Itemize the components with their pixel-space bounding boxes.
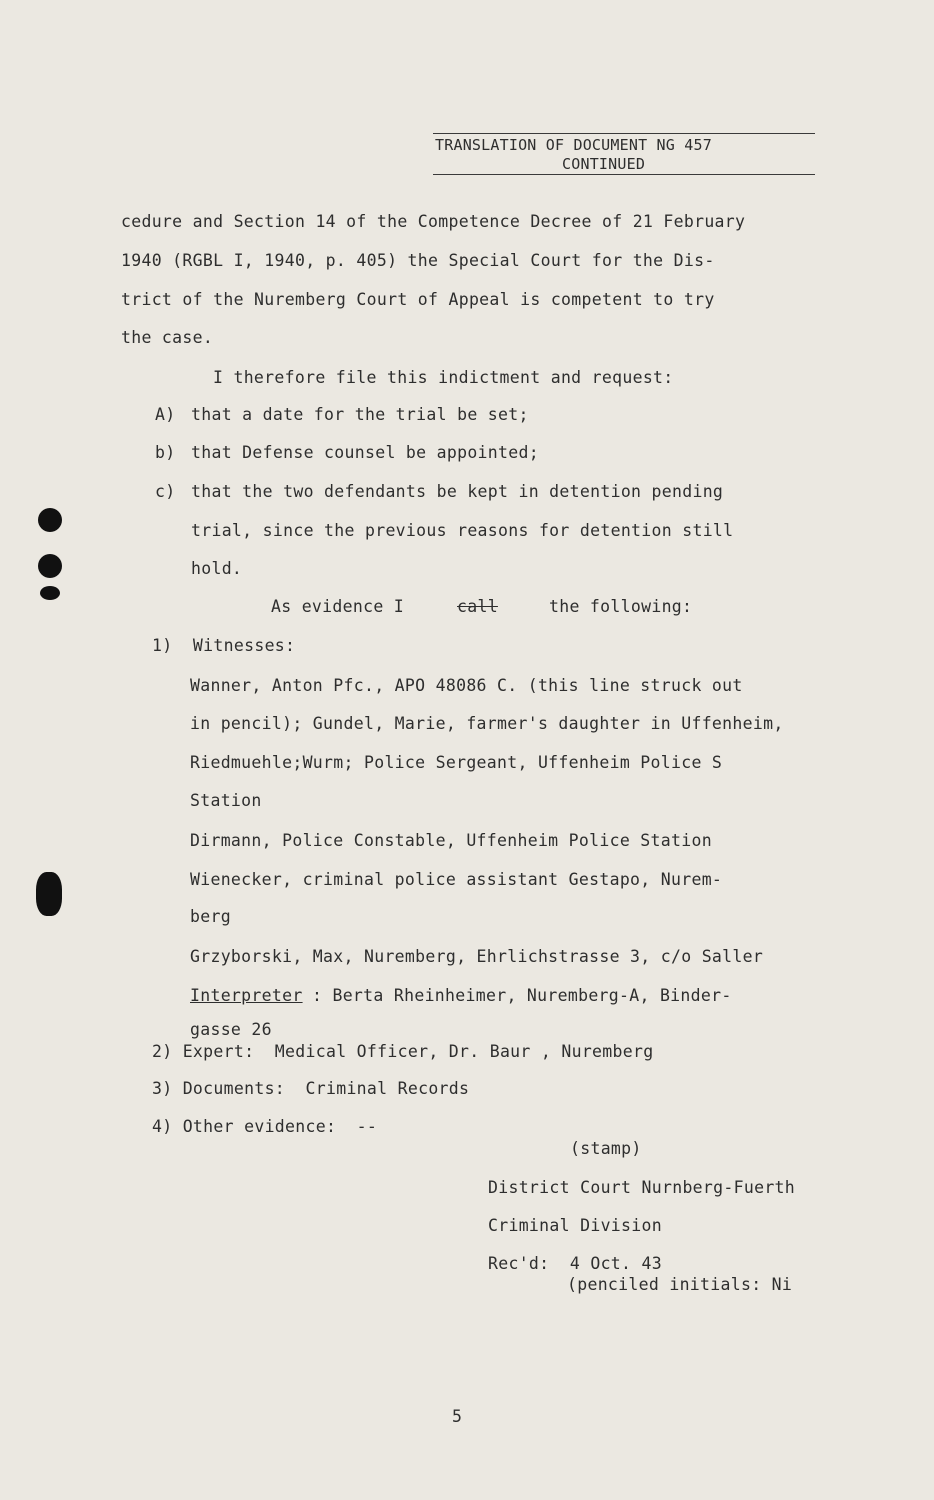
request-item: that Defense counsel be appointed;	[191, 443, 539, 462]
evidence-intro: As evidence I	[271, 597, 405, 616]
stamp-line: Rec'd: 4 Oct. 43	[488, 1254, 662, 1273]
request-marker: b)	[155, 443, 176, 462]
paragraph-line: cedure and Section 14 of the Competence Decree of 21 February	[121, 212, 746, 231]
stamp-line: (penciled initials: Ni	[567, 1275, 793, 1294]
stamp-line: District Court Nurnberg-Fuerth	[488, 1178, 796, 1197]
paragraph-line: the case.	[121, 328, 214, 347]
witness-line: in pencil); Gundel, Marie, farmer's daughter in Uffenheim,	[190, 714, 784, 733]
witness-line: berg	[190, 907, 231, 926]
interpreter-cont: gasse 26	[190, 1020, 272, 1039]
documents-item: 3) Documents: Criminal Records	[152, 1079, 470, 1098]
witness-line: Dirmann, Police Constable, Uffenheim Police Station	[190, 831, 712, 850]
witness-line: Wienecker, criminal police assistant Gestapo, Nurem-	[190, 870, 723, 889]
request-intro: I therefore file this indictment and request:	[213, 368, 674, 387]
interpreter-label: Interpreter	[190, 986, 303, 1005]
request-marker: A)	[155, 405, 176, 424]
stamp-label: (stamp)	[570, 1139, 642, 1158]
request-item-cont: trial, since the previous reasons for detention still	[191, 521, 734, 540]
other-evidence-item: 4) Other evidence: --	[152, 1117, 378, 1136]
request-marker: c)	[155, 482, 176, 501]
binder-hole	[36, 872, 62, 916]
stamp-line: Criminal Division	[488, 1216, 662, 1235]
witness-line: Grzyborski, Max, Nuremberg, Ehrlichstrasse 3, c/o Saller	[190, 947, 764, 966]
header-title: TRANSLATION OF DOCUMENT NG 457	[435, 136, 712, 154]
header-rule-bottom	[433, 174, 815, 175]
header-rule-top	[433, 133, 815, 134]
witness-line: Riedmuehle;Wurm; Police Sergeant, Uffenheim Police S	[190, 753, 723, 772]
header-subtitle: CONTINUED	[562, 155, 646, 173]
expert-item: 2) Expert: Medical Officer, Dr. Baur , Nuremberg	[152, 1042, 654, 1061]
request-item: that the two defendants be kept in detention pending	[191, 482, 724, 501]
binder-hole	[38, 508, 62, 532]
binder-hole	[38, 554, 62, 578]
evidence-intro-call: call	[457, 597, 498, 616]
request-item: that a date for the trial be set;	[191, 405, 529, 424]
request-item-cont: hold.	[191, 559, 243, 578]
paragraph-line: 1940 (RGBL I, 1940, p. 405) the Special Court for the Dis-	[121, 251, 715, 270]
binder-hole	[40, 586, 60, 600]
page-number: 5	[452, 1407, 463, 1426]
interpreter-text: : Berta Rheinheimer, Nuremberg-A, Binder-	[312, 986, 732, 1005]
witness-line: Wanner, Anton Pfc., APO 48086 C. (this line struck out	[190, 676, 743, 695]
paragraph-line: trict of the Nuremberg Court of Appeal is competent to try	[121, 290, 715, 309]
witness-line: Station	[190, 791, 262, 810]
evidence-intro-end: the following:	[549, 597, 693, 616]
witnesses-label: 1) Witnesses:	[152, 636, 296, 655]
